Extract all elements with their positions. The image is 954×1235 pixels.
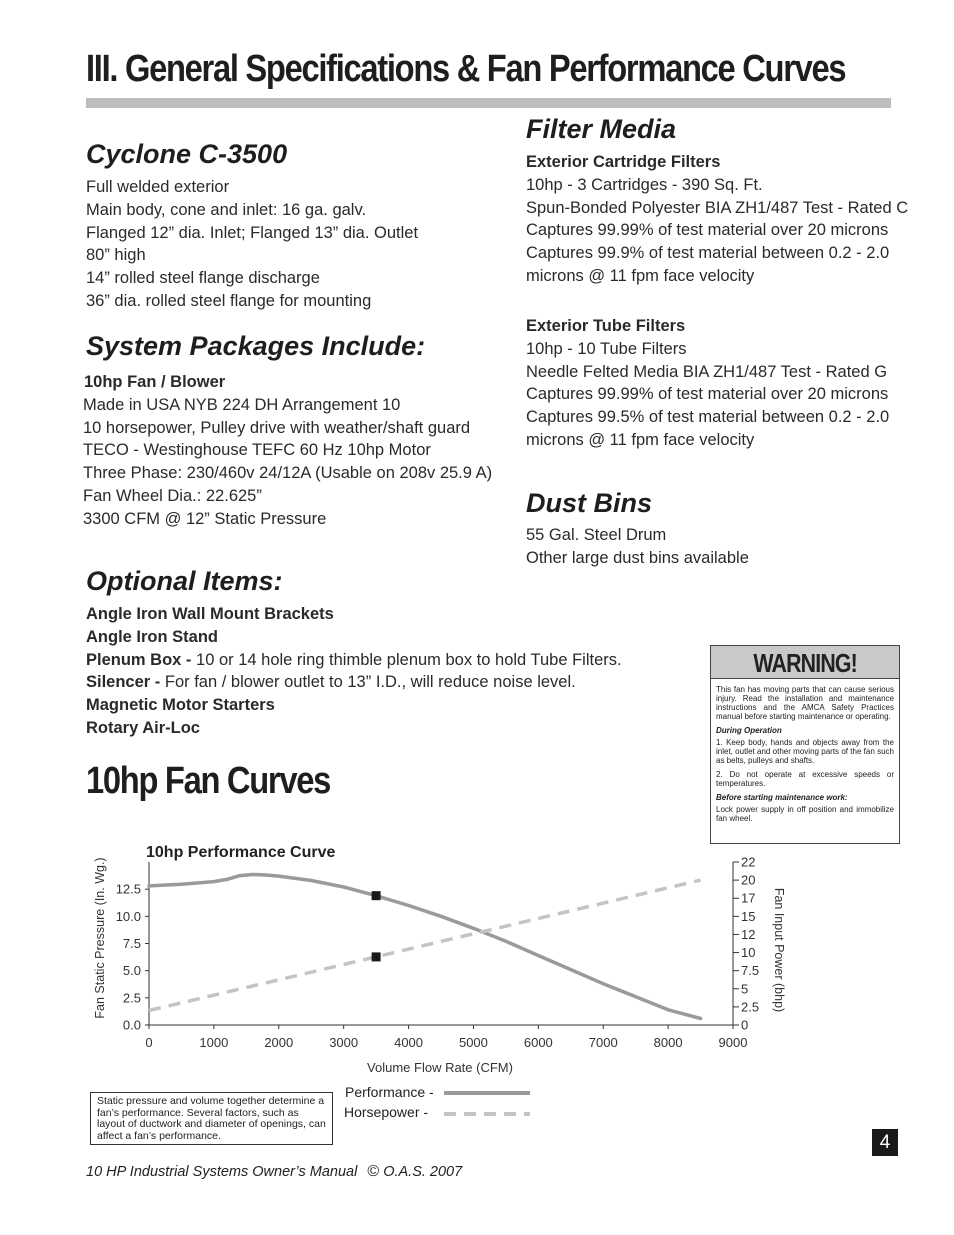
- y-tick-label: 12.5: [115, 881, 141, 897]
- x-tick-label: 7000: [588, 1035, 618, 1050]
- spec-line: Captures 99.9% of test material between 0.2 - 2.0: [526, 244, 890, 263]
- spec-line: Spun-Bonded Polyester BIA ZH1/487 Test - Rated C: [526, 198, 909, 217]
- spec-line: 55 Gal. Steel Drum: [526, 526, 667, 544]
- y2-axis-label: Fan Input Power (bhp): [772, 887, 786, 1013]
- x-tick-label: 1000: [199, 1035, 229, 1050]
- warning-box: [710, 645, 900, 844]
- spec-line: Captures 99.99% of test material over 20 microns: [526, 221, 889, 240]
- list-item: Rotary Air-Loc: [86, 718, 200, 737]
- spec-line: 80” high: [86, 246, 146, 265]
- spec-line: Three Phase: 230/460v 24/12A (Usable on 208v 25.9 A): [83, 464, 493, 483]
- spec-line: microns @ 11 fpm face velocity: [526, 430, 755, 449]
- y2-tick-label: 5: [741, 981, 749, 997]
- spec-line: Main body, cone and inlet: 16 ga. galv.: [86, 200, 367, 219]
- spec-line: Needle Felted Media BIA ZH1/487 Test - Rated G: [526, 362, 888, 381]
- system-heading: System Packages Include:: [86, 331, 426, 361]
- spec-line: Fan Wheel Dia.: 22.625”: [83, 486, 262, 505]
- y2-tick-label: 15: [741, 908, 756, 924]
- warning-heading: WARNING!: [711, 646, 899, 679]
- x-axis-label: Volume Flow Rate (CFM): [367, 1060, 513, 1075]
- footer-copyright: O.A.S. 2007: [383, 1164, 463, 1180]
- system-specs: [83, 371, 492, 531]
- copyright-symbol: ©: [367, 1163, 380, 1180]
- spec-line: 10hp - 3 Cartridges - 390 Sq. Ft.: [526, 175, 763, 194]
- spec-line: 3300 CFM @ 12” Static Pressure: [83, 509, 327, 528]
- x-tick-label: 0: [145, 1035, 153, 1050]
- spec-line: Captures 99.99% of test material over 20 microns: [526, 385, 889, 404]
- cyclone-specs: [86, 176, 418, 313]
- dust-heading: Dust Bins: [526, 488, 653, 518]
- title-rule: [86, 98, 891, 108]
- y-tick-label: 10.0: [115, 908, 141, 924]
- spec-line: 14” rolled steel flange discharge: [86, 269, 320, 288]
- warning-maint-heading: Before starting maintenance work:: [716, 793, 848, 802]
- warning-maint-text: Lock power supply in off position and immobilize fan wheel.: [716, 805, 894, 823]
- y2-tick-label: 20: [741, 872, 756, 888]
- list-item: Angle Iron Wall Mount Brackets: [86, 605, 334, 623]
- chart-title: 10hp Performance Curve: [146, 844, 336, 861]
- y2-tick-label: 0: [741, 1017, 749, 1033]
- y2-tick-label: 22: [741, 854, 756, 870]
- spec-line: Made in USA NYB 224 DH Arrangement 10: [83, 395, 401, 414]
- y-tick-label: 0.0: [122, 1017, 141, 1033]
- fan-curves-heading: 10hp Fan Curves: [86, 760, 330, 802]
- legend-swatches: [440, 1086, 535, 1120]
- y2-tick-label: 17: [741, 890, 756, 906]
- list-item: Magnetic Motor Starters: [86, 696, 275, 715]
- optional-heading: Optional Items:: [86, 566, 283, 596]
- legend-performance: Performance -: [345, 1084, 434, 1100]
- note-box: Static pressure and volume together determine a fan’s performance. Several factors, such as layout of ductwork and diameter of openings, can affect a fan’s performance.: [90, 1092, 333, 1145]
- x-tick-label: 2000: [264, 1035, 294, 1050]
- spec-line: 10 horsepower, Pulley drive with weather/shaft guard: [83, 418, 471, 437]
- y-tick-label: 5.0: [122, 963, 141, 979]
- page-number: 4: [872, 1129, 898, 1156]
- footer: [86, 1163, 462, 1181]
- spec-line: Full welded exterior: [86, 178, 230, 196]
- y2-tick-label: 10: [741, 945, 756, 961]
- filter-heading: Filter Media: [526, 114, 677, 144]
- spec-line: 36” dia. rolled steel flange for mounting: [86, 291, 372, 310]
- warning-intro: This fan has moving parts that can cause serious injury. Read the installation and maintenance instructions and the AMCA Safety Practices manual before starting maintenance or operating.: [716, 685, 894, 721]
- warning-during-heading: During Operation: [716, 726, 782, 735]
- performance-chart: [86, 838, 806, 1088]
- legend-horsepower: Horsepower -: [344, 1104, 429, 1120]
- list-item: Plenum Box - 10 or 14 hole ring thimble plenum box to hold Tube Filters.: [86, 650, 622, 669]
- y2-tick-label: 12: [741, 926, 756, 942]
- spec-line: TECO - Westinghouse TEFC 60 Hz 10hp Motor: [83, 441, 431, 460]
- x-tick-label: 4000: [394, 1035, 424, 1050]
- data-marker: [372, 891, 381, 900]
- x-tick-label: 6000: [523, 1035, 553, 1050]
- optional-list: [86, 603, 622, 740]
- data-marker: [372, 952, 381, 961]
- cartridge-specs: [526, 151, 908, 288]
- x-tick-label: 9000: [718, 1035, 748, 1050]
- spec-line: 10hp - 10 Tube Filters: [526, 339, 687, 358]
- x-tick-label: 5000: [458, 1035, 488, 1050]
- cyclone-heading: Cyclone C-3500: [86, 139, 288, 169]
- dust-specs: [526, 524, 749, 570]
- fan-blower-subheading: 10hp Fan / Blower: [84, 373, 226, 391]
- tube-subheading: Exterior Tube Filters: [526, 317, 686, 335]
- spec-line: Flanged 12” dia. Inlet; Flanged 13” dia. Outlet: [86, 223, 419, 242]
- y2-tick-label: 2.5: [741, 999, 760, 1015]
- list-item: Silencer - For fan / blower outlet to 13” I.D., will reduce noise level.: [86, 673, 576, 692]
- warning-during-2: 2. Do not operate at excessive speeds or temperatures.: [716, 770, 894, 788]
- x-tick-label: 3000: [329, 1035, 359, 1050]
- footer-manual: 10 HP Industrial Systems Owner’s Manual: [86, 1164, 358, 1180]
- spec-line: Other large dust bins available: [526, 548, 749, 567]
- tube-specs: [526, 315, 889, 452]
- x-tick-label: 8000: [653, 1035, 683, 1050]
- list-item: Angle Iron Stand: [86, 627, 218, 646]
- y-tick-label: 2.5: [122, 990, 141, 1006]
- page-title: III. General Specifications & Fan Performance Curves: [86, 48, 846, 90]
- cartridge-subheading: Exterior Cartridge Filters: [526, 153, 721, 171]
- spec-line: microns @ 11 fpm face velocity: [526, 266, 755, 285]
- y-axis-label: Fan Static Pressure (In. Wg.): [93, 857, 107, 1019]
- y2-tick-label: 7.5: [741, 963, 760, 979]
- spec-line: Captures 99.5% of test material between 0.2 - 2.0: [526, 408, 890, 427]
- y-tick-label: 7.5: [122, 936, 141, 951]
- warning-during-1: 1. Keep body, hands and objects away from the inlet, outlet and other moving parts of the fan such as belts, pulleys and shafts.: [716, 738, 894, 765]
